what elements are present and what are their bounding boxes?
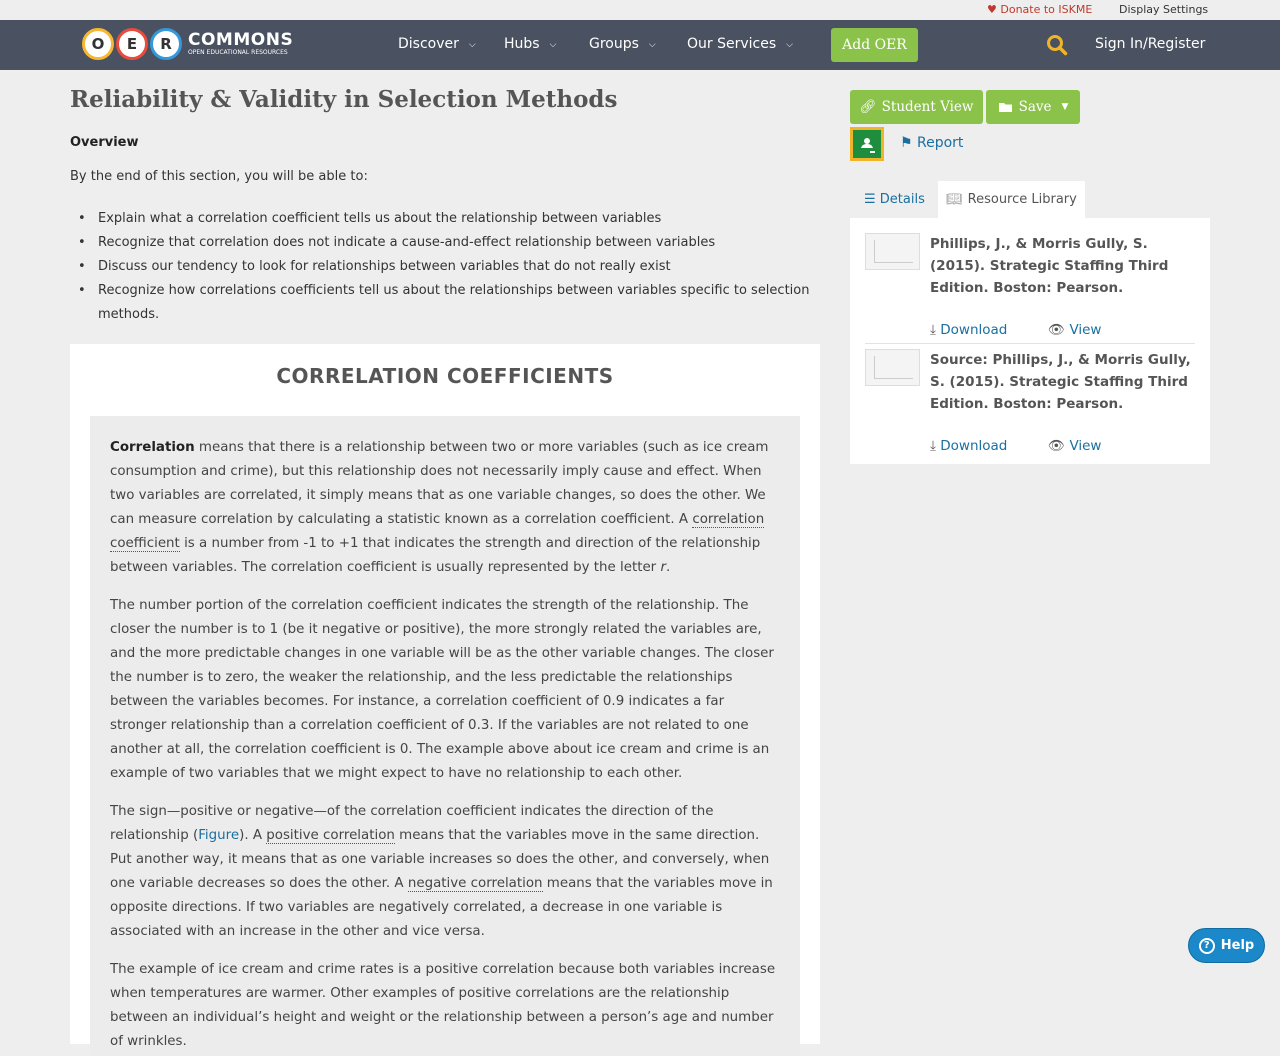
paragraph-strength: The number portion of the correlation coefficient indicates the strength of the relationship. The closer the number is to 1 (be it negative or positive), the more strongly related the variables are, and the more predictable changes in one variable will be as the other variable changes. The closer the number is to zero, the weaker the relationship, and the less predictable the relationships between the variables becomes. For instance, a correlation coefficient of 0.9 indicates a far stronger relationship than a correlation coefficient of 0.3. If the variables are not related to one another at all, the correlation coefficient is 0. The example above about ice cream and crime is an example of two variables that we might expect to have no relationship to each other. bbox=[110, 598, 774, 781]
logo-text bbox=[188, 31, 293, 57]
logo-name: COMMONS bbox=[188, 30, 294, 50]
main-navbar bbox=[0, 20, 1280, 70]
text: means that there is a relationship between two or more variables (such as ice cream consumption and crime), but this relationship does not necessarily imply cause and effect. When two variables are correlated, it simply means that as one variable changes, so does the other. We can measure correlation by calculating a statistic known as a correlation coefficient. A bbox=[110, 440, 769, 527]
google-classroom-icon bbox=[856, 133, 878, 155]
save-button[interactable] bbox=[986, 90, 1080, 124]
glossary-term[interactable]: positive correlation bbox=[266, 828, 395, 843]
sign-in-register-link[interactable]: Sign In/Register bbox=[1095, 36, 1206, 52]
add-oer-button[interactable]: Add OER bbox=[831, 28, 918, 62]
nav-our-services-label: Our Services bbox=[687, 36, 777, 52]
nav-discover-label: Discover bbox=[398, 36, 459, 52]
help-button[interactable] bbox=[1188, 928, 1265, 963]
google-classroom-button[interactable] bbox=[850, 127, 884, 161]
list-item: • Explain what a correlation coefficient tells us about the relationship between variables bbox=[70, 207, 820, 231]
heart-icon: ♥ bbox=[987, 3, 997, 16]
flag-icon: ⚑ bbox=[900, 135, 913, 151]
resource-title: Phillips, J., & Morris Gully, S. (2015). Strategic Staffing Third Edition. Boston: Pearson. bbox=[930, 236, 1169, 296]
objectives-intro: By the end of this section, you will be able to: bbox=[70, 169, 368, 184]
nav-our-services[interactable] bbox=[687, 36, 793, 52]
text: means that the variables move in the same direction. Put another way, it means that as one variable increases so does the other, and conversely, when one variable decreases so does the other. A bbox=[110, 828, 770, 891]
download-link[interactable] bbox=[930, 438, 1007, 454]
text: means that the variables move in opposite directions. If two variables are negatively correlated, a decrease in one variable is associated with an increase in the other and vice versa. bbox=[110, 876, 773, 939]
question-icon: ? bbox=[1199, 938, 1215, 954]
logo-letter-o: O bbox=[82, 28, 114, 60]
nav-discover[interactable] bbox=[398, 36, 476, 52]
tab-resource-library[interactable] bbox=[938, 181, 1085, 218]
text: ). A bbox=[239, 828, 267, 843]
figure-link[interactable]: Figure bbox=[198, 828, 240, 843]
list-icon: ☰ bbox=[864, 192, 876, 207]
list-item: • Recognize that correlation does not indicate a cause-and-effect relationship between variables bbox=[70, 231, 820, 255]
nav-groups-label: Groups bbox=[589, 36, 639, 52]
resource-title: Source: Phillips, J., & Morris Gully, S. (2015). Strategic Staffing Third Edition. Boston: Pearson. bbox=[930, 352, 1191, 412]
nav-hubs-label: Hubs bbox=[504, 36, 540, 52]
view-link[interactable] bbox=[1048, 438, 1101, 454]
resource-library-panel bbox=[850, 218, 1210, 464]
download-icon: ⤓ bbox=[930, 322, 936, 338]
download-label: Download bbox=[940, 322, 1008, 338]
paragraph-correlation bbox=[110, 436, 780, 580]
content-card bbox=[70, 344, 820, 1049]
definition-box bbox=[90, 416, 800, 1056]
book-icon: 📖︎ bbox=[946, 192, 963, 207]
donate-label: Donate to ISKME bbox=[1000, 3, 1093, 16]
bold-term: Correlation bbox=[110, 440, 195, 455]
student-view-label: Student View bbox=[881, 99, 974, 115]
folder-icon bbox=[998, 101, 1013, 113]
view-label: View bbox=[1069, 438, 1102, 454]
chevron-down-icon: ⌵ bbox=[786, 40, 793, 50]
logo-tagline: OPEN EDUCATIONAL RESOURCES bbox=[188, 49, 288, 56]
eye-icon: 👁︎ bbox=[1048, 322, 1066, 338]
text: The sign—positive or negative—of the correlation coefficient indicates the direction of the relationship ( bbox=[110, 804, 714, 843]
nav-hubs[interactable] bbox=[504, 36, 556, 52]
logo-letter-e: E bbox=[116, 28, 148, 60]
view-link[interactable] bbox=[1048, 322, 1101, 338]
divider bbox=[865, 343, 1195, 344]
glossary-term[interactable]: negative correlation bbox=[407, 876, 543, 891]
help-label: Help bbox=[1220, 938, 1255, 953]
tab-details[interactable] bbox=[864, 192, 925, 207]
section-title: CORRELATION COEFFICIENTS bbox=[276, 364, 614, 388]
italic-letter: r bbox=[660, 560, 666, 575]
utility-bar bbox=[0, 0, 1280, 20]
oer-commons-logo[interactable] bbox=[82, 25, 293, 63]
tab-details-label: Details bbox=[879, 192, 925, 207]
list-item: • Discuss our tendency to look for relationships between variables that do not really exist bbox=[70, 255, 820, 279]
caret-down-icon: ▼ bbox=[1061, 102, 1069, 112]
download-label: Download bbox=[940, 438, 1008, 454]
paragraph-sign bbox=[110, 800, 780, 944]
download-icon: ⤓ bbox=[930, 438, 936, 454]
link-icon: 🔗︎ bbox=[859, 99, 877, 115]
chevron-down-icon: ⌵ bbox=[549, 40, 557, 50]
nav-groups[interactable] bbox=[589, 36, 656, 52]
report-label: Report bbox=[917, 135, 964, 151]
resource-thumbnail[interactable] bbox=[865, 233, 920, 270]
logo-letter-r: R bbox=[150, 28, 182, 60]
search-icon[interactable] bbox=[1046, 34, 1068, 56]
save-label: Save bbox=[1018, 99, 1052, 115]
report-link[interactable] bbox=[900, 135, 963, 151]
chevron-down-icon: ⌵ bbox=[648, 40, 656, 50]
display-settings-link[interactable]: Display Settings bbox=[1119, 3, 1209, 16]
download-link[interactable] bbox=[930, 322, 1007, 338]
list-item: • Recognize how correlations coefficients tell us about the relationships between variables specific to selection methods. bbox=[70, 279, 820, 327]
eye-icon: 👁︎ bbox=[1048, 438, 1066, 454]
glossary-term[interactable]: correlation coefficient bbox=[110, 512, 765, 551]
objectives-list bbox=[70, 207, 820, 327]
resource-thumbnail[interactable] bbox=[865, 349, 920, 386]
text: is a number from -1 to +1 that indicates the strength and direction of the relationship between variables. The correlation coefficient is usually represented by the letter bbox=[110, 536, 761, 575]
donate-link[interactable] bbox=[987, 3, 1092, 16]
view-label: View bbox=[1069, 322, 1102, 338]
student-view-button[interactable] bbox=[850, 90, 983, 124]
paragraph-examples: The example of ice cream and crime rates is a positive correlation because both variables increase when temperatures are warmer. Other examples of positive correlations are the relationship between an individual’s height and weight or the relationship between a person’s age and number of wrinkles. bbox=[110, 962, 776, 1049]
overview-heading: Overview bbox=[70, 135, 139, 150]
tab-library-label: Resource Library bbox=[967, 192, 1077, 207]
page-title: Reliability & Validity in Selection Methods bbox=[70, 86, 618, 113]
text: . bbox=[665, 560, 671, 575]
chevron-down-icon: ⌵ bbox=[468, 40, 476, 50]
